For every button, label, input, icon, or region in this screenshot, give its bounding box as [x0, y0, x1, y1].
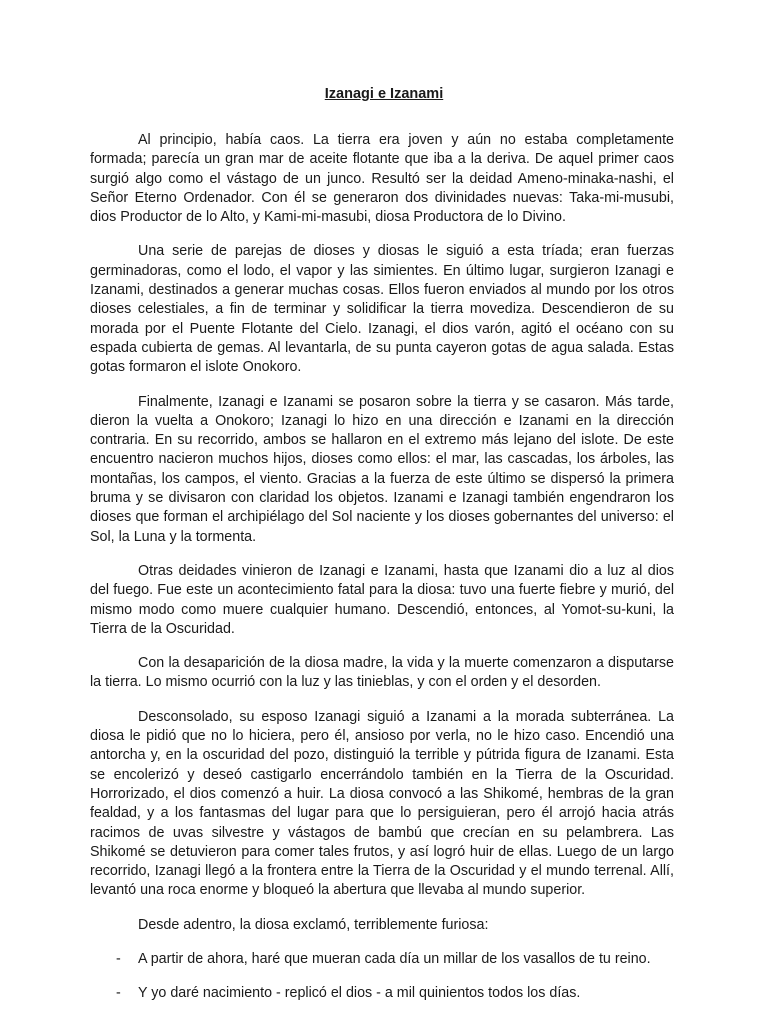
document-title: Izanagi e Izanami	[324, 86, 444, 102]
dialogue-text: Y yo daré nacimiento - replicó el dios - a mil quinientos todos los días.	[138, 985, 581, 1002]
paragraph-7: Desde adentro, la diosa exclamó, terriblemente furiosa:	[138, 916, 489, 933]
document-body	[90, 131, 674, 1019]
dialogue-line-1	[90, 950, 674, 969]
paragraph-2: Una serie de parejas de dioses y diosas le siguió a esta tríada; eran fuerzas germinadoras, como el lodo, el vapor y las simientes. En último lugar, surgieron Izanagi e Izanami, destinados a generar muchas cosas. Ellos fueron enviados al mundo por los otros dioses celestiales, a fin de terminar y solidificar la tierra movediza. Descendieron de su morada por el Puente Flotante del Cielo. Izanagi, el dios varón, agitó el océano con su espada cubierta de gemas. Al levantarla, de su punta cayeron gotas de agua salada. Estas gotas formaron el islote Onokoro.	[90, 243, 674, 376]
dash-bullet: -	[116, 950, 121, 967]
paragraph-1: Al principio, había caos. La tierra era joven y aún no estaba completamente formada; parecía un gran mar de aceite flotante que iba a la deriva. De aquel primer caos surgió algo como el vástago de un junco. Resultó ser la deidad Ameno-minaka-nashi, el Señor Eterno Ordenador. Con él se generaron dos divinidades nuevas: Taka-mi-musubi, dios Productor de lo Alto, y Kami-mi-masubi, diosa Productora de lo Divino.	[90, 132, 674, 226]
paragraph-3: Finalmente, Izanagi e Izanami se posaron sobre la tierra y se casaron. Más tarde, dieron la vuelta a Onokoro; Izanagi lo hizo en una dirección e Izanami en la dirección contraria. En su recorrido, ambos se hallaron en el extremo más lejano del islote. De este encuentro nacieron muchos hijos, dioses como ellos: el mar, las cascadas, los árboles, las montañas, los campos, el viento. Gracias a la fuerza de este último se dispersó la primera bruma y se divisaron con claridad los objetos. Izanami e Izanagi también engendraron los dioses que forman el archipiélago del Sol naciente y los dioses gobernantes del universo: el Sol, la Luna y la tormenta.	[90, 393, 674, 545]
dialogue-line-2	[90, 984, 674, 1003]
dialogue-list	[90, 950, 674, 1004]
paragraph-6: Desconsolado, su esposo Izanagi siguió a Izanami a la morada subterránea. La diosa le pidió que no lo hiciera, pero él, ansioso por verla, no le hizo caso. Encendió una antorcha y, en la oscuridad del pozo, distinguió la terrible y pútrida figura de Izanami. Esta se encolerizó y deseó castigarlo encerrándolo también en la Tierra de la Oscuridad. Horrorizado, el dios comenzó a huir. La diosa convocó a las Shikomé, hembras de la gran fealdad, y a los fantasmas del lugar para que lo persiguieran, pero él arrojó hacia atrás racimos de uvas silvestre y vástagos de bambú que crecían en su pelambrera. Las Shikomé se detuvieron para comer tales frutos, y así logró huir de ellas. Luego de un largo recorrido, Izanagi llegó a la frontera entre la Tierra de la Oscuridad y el mundo terrenal. Allí, levantó una roca enorme y bloqueó la abertura que llevaba al mundo superior.	[90, 708, 674, 899]
dash-bullet: -	[116, 985, 121, 1002]
paragraph-4: Otras deidades vinieron de Izanagi e Izanami, hasta que Izanami dio a luz al dios del fuego. Fue este un acontecimiento fatal para la diosa: tuvo una fuerte fiebre y murió, del mismo modo como muere cualquier humano. Descendió, entonces, al Yomot-su-kuni, la Tierra de la Oscuridad.	[90, 562, 674, 637]
dialogue-text: A partir de ahora, haré que mueran cada día un millar de los vasallos de tu reino.	[138, 950, 651, 967]
paragraph-5: Con la desaparición de la diosa madre, la vida y la muerte comenzaron a disputarse la tierra. Lo mismo ocurrió con la luz y las tinieblas, y con el orden y el desorden.	[90, 655, 674, 691]
